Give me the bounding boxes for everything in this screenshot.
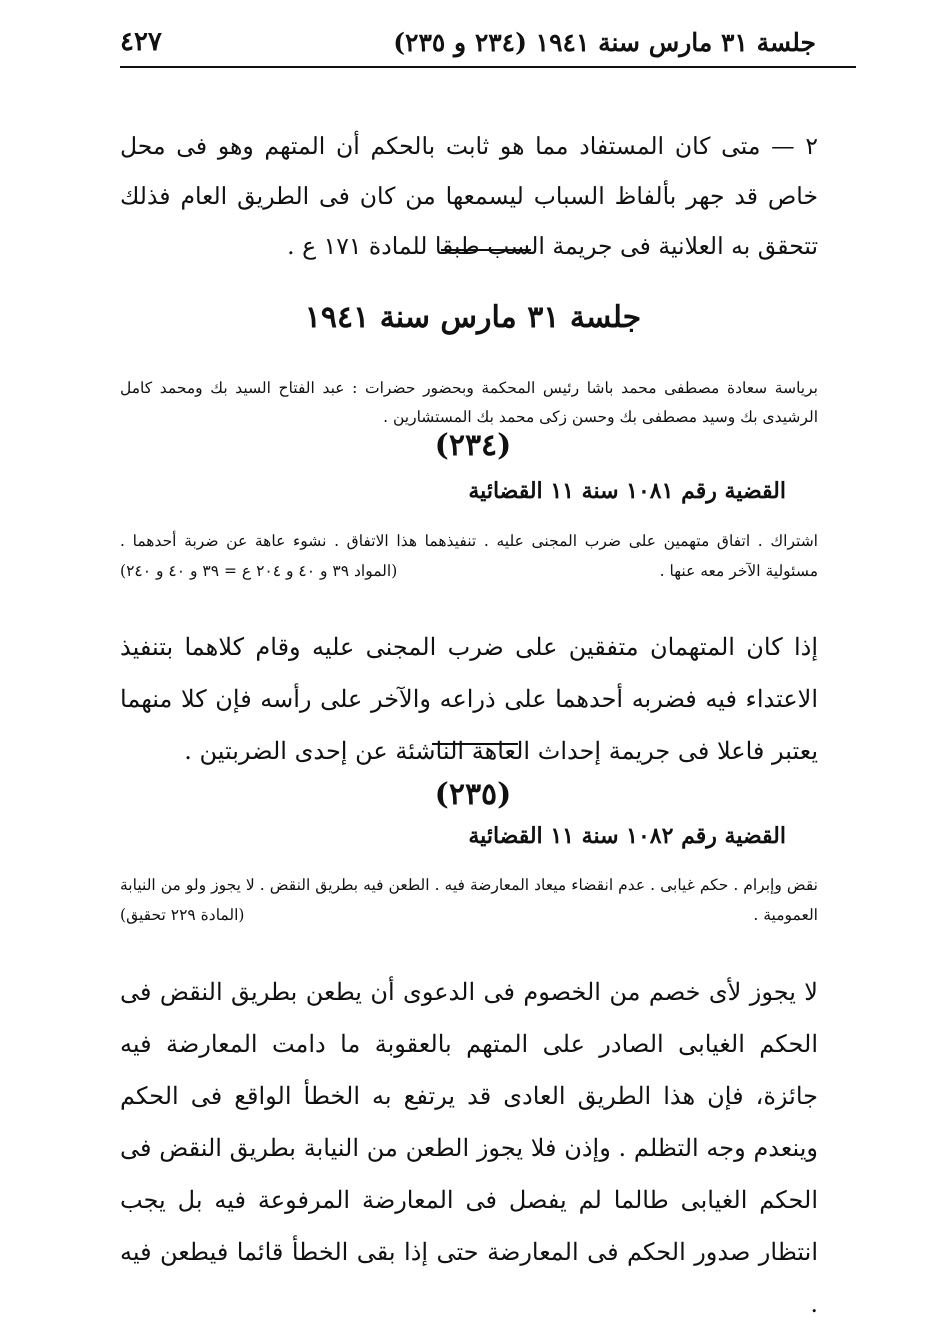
- section-divider: [432, 743, 518, 745]
- intro-paragraph: ٢ — متى كان المستفاد مما هو ثابت بالحكم أن المتهم وهو فى محل خاص قد جهر بألفاظ السباب ليسمعها من كان فى الطريق العام فذلك تتحقق به العلانية فى جريمة السب طبقا للمادة ١٧١ ع .: [120, 131, 818, 260]
- page-number: ٤٢٧: [120, 27, 162, 57]
- section-divider: [441, 249, 531, 251]
- header-title: جلسة ٣١ مارس سنة ١٩٤١ (٢٣٤ و ٢٣٥): [393, 27, 816, 57]
- case-reference: القضية رقم ١٠٨١ سنة ١١ القضائية: [468, 478, 786, 504]
- running-header: [120, 20, 816, 64]
- articles-reference: (المواد ٣٩ و ٤٠ و ٢٠٤ ع = ٣٩ و ٤٠ و ٢٤٠): [120, 562, 398, 580]
- articles-reference: (المادة ٢٢٩ تحقيق): [120, 906, 245, 924]
- session-title: جلسة ٣١ مارس سنة ١٩٤١: [304, 300, 642, 335]
- case-keywords: [120, 870, 818, 930]
- case-keywords: [120, 526, 818, 586]
- header-divider: [120, 66, 856, 68]
- keywords-text: اشتراك . اتفاق متهمين على ضرب المجنى عليه . تنفيذهما هذا الاتفاق . نشوء عاهة عن ضربة أحدهما . مسئولية الآخر معه عنها .: [120, 532, 818, 580]
- case-number: (٢٣٤): [434, 428, 512, 463]
- case-number: (٢٣٥): [434, 777, 512, 812]
- case-reference: القضية رقم ١٠٨٢ سنة ١١ القضائية: [468, 823, 786, 849]
- keywords-text: نقض وإبرام . حكم غيابى . عدم انقضاء ميعاد المعارضة فيه . الطعن فيه بطريق النقض . لا يجوز ولو من النيابة العمومية .: [120, 876, 818, 924]
- case-holding: إذا كان المتهمان متفقين على ضرب المجنى عليه وقام كلاهما بتنفيذ الاعتداء فيه فضربه أحدهما على ذراعه والآخر على رأسه فإن كلا منهما يعتبر فاعلا فى جريمة إحداث العاهة الناشئة عن إحدى الضربتين .: [120, 633, 819, 765]
- presidency-note: برياسة سعادة مصطفى محمد باشا رئيس المحكمة وبحضور حضرات : عبد الفتاح السيد بك ومحمد كامل الرشيدى بك وسيد مصطفى بك وحسن زكى محمد بك المستشارين .: [120, 378, 818, 426]
- case-holding: لا يجوز لأى خصم من الخصوم فى الدعوى أن يطعن بطريق النقض فى الحكم الغيابى الصادر على المتهم بالعقوبة ما دامت المعارضة فيه جائزة، فإن هذا الطريق العادى قد يرتفع به الخطأ الواقع فى الحكم وينعدم وجه التظلم . وإذن فلا يجوز الطعن من النيابة بطريق النقض فى الحكم الغيابى طالما لم يفصل فى المعارضة المرفوعة فيه بل يجب انتظار صدور الحكم فى المعارضة حتى إذا بقى الخطأ قائما فيطعن فيه .: [120, 978, 818, 1318]
